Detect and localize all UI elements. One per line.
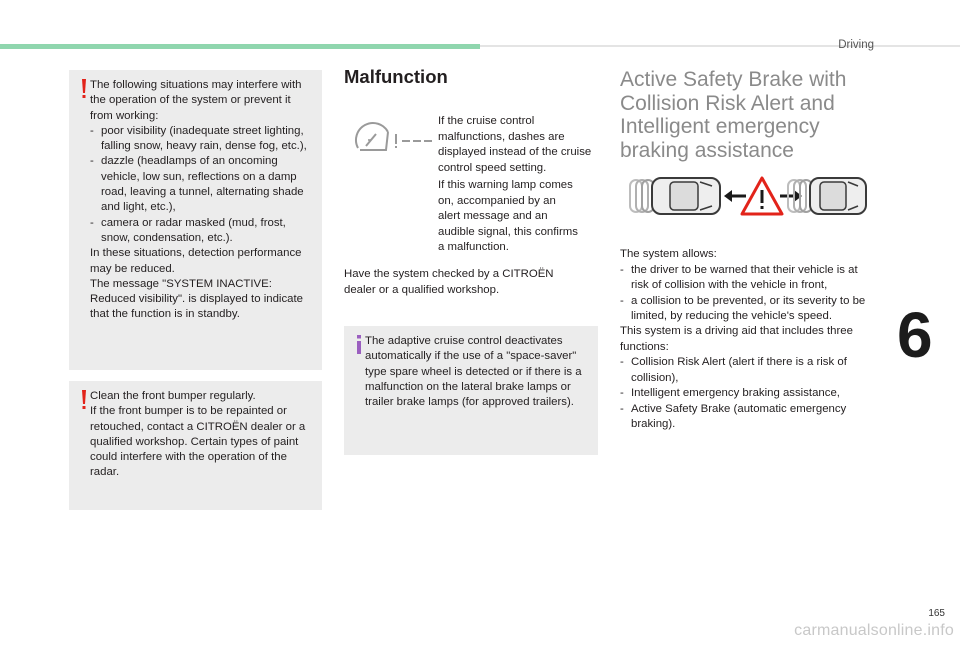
page-number: 165 xyxy=(928,608,945,619)
section-title: Driving xyxy=(838,39,874,51)
asb-functions-block xyxy=(620,324,872,433)
warning-box-bumper xyxy=(69,381,322,510)
malfunction-text-2: If this warning lamp comes on, accompanied by an alert message and an audible signal, this confirms a malfunction. xyxy=(438,179,578,253)
list-item: - the driver to be warned that their vehicle is at risk of collision with the vehicle in front, xyxy=(620,263,872,294)
warning-list xyxy=(90,124,316,246)
warning-exclamation-icon xyxy=(79,389,89,411)
list-item: - Active Safety Brake (automatic emergency braking). xyxy=(620,402,872,433)
warning-exclamation-icon xyxy=(79,78,89,100)
info-icon xyxy=(354,334,364,356)
list-item: - a collision to be prevented, or its severity to be limited, by reducing the vehicle's speed. xyxy=(620,294,872,325)
warning-message-text: The message "SYSTEM INACTIVE: Reduced visibility". is displayed to indicate that the function is in standby. xyxy=(90,277,303,321)
warning-intro: The following situations may interfere with the operation of the system or prevent it from working: xyxy=(90,79,302,122)
cruise-control-malfunction-icon xyxy=(352,118,434,154)
warning-detection-text: In these situations, detection performance may be reduced. xyxy=(90,247,302,275)
list-item: - dazzle (headlamps of an oncoming vehicle, low sun, reflections on a damp road, leaving a tunnel, alternating shade and light, etc.), xyxy=(90,154,316,215)
collision-risk-illustration xyxy=(622,172,872,220)
malfunction-text-1: If the cruise control malfunctions, dashes are displayed instead of the cruise control speed setting. xyxy=(438,115,592,174)
asb-functions-intro: This system is a driving aid that includes three functions: xyxy=(620,325,853,353)
bumper-repaint-text: If the front bumper is to be repainted or retouched, contact a CITROËN dealer or a qualified workshop. Certain types of paint could interfere with the operation of the radar. xyxy=(90,405,306,479)
watermark-link[interactable]: carmanualsonline.info xyxy=(794,622,954,639)
malfunction-workshop-text xyxy=(344,267,584,298)
list-item: - poor visibility (inadequate street lighting, falling snow, heavy rain, dense fog, etc.), xyxy=(90,124,316,155)
top-accent-bar xyxy=(0,44,480,49)
list-item: - camera or radar masked (mud, frost, snow, condensation, etc.). xyxy=(90,216,316,247)
asb-allows-block xyxy=(620,247,872,325)
malfunction-text-3: Have the system checked by a CITROËN dealer or a qualified workshop. xyxy=(344,268,554,296)
info-text: The adaptive cruise control deactivates automatically if the use of a "space-saver" type spare wheel is detected or if there is a malfunction on the lateral brake lamps or trailer brake lamps (for approved trailers). xyxy=(365,335,582,409)
malfunction-lamp-text xyxy=(438,178,578,256)
top-divider-line xyxy=(480,45,960,47)
list-item: - Collision Risk Alert (alert if there is a risk of collision), xyxy=(620,355,872,386)
chapter-number: 6 xyxy=(897,299,933,371)
info-box-deactivation xyxy=(344,326,598,455)
malfunction-dashes-text xyxy=(438,114,594,176)
asb-allows-list xyxy=(620,263,872,325)
bumper-clean-text: Clean the front bumper regularly. xyxy=(90,390,256,402)
list-item: - Intelligent emergency braking assistance, xyxy=(620,386,872,402)
asb-functions-list xyxy=(620,355,872,433)
asb-heading: Active Safety Brake with Collision Risk Alert and Intelligent emergency braking assistance xyxy=(620,68,847,162)
warning-box-visibility xyxy=(69,70,322,370)
asb-allows-intro: The system allows: xyxy=(620,248,717,260)
malfunction-heading: Malfunction xyxy=(344,66,448,87)
